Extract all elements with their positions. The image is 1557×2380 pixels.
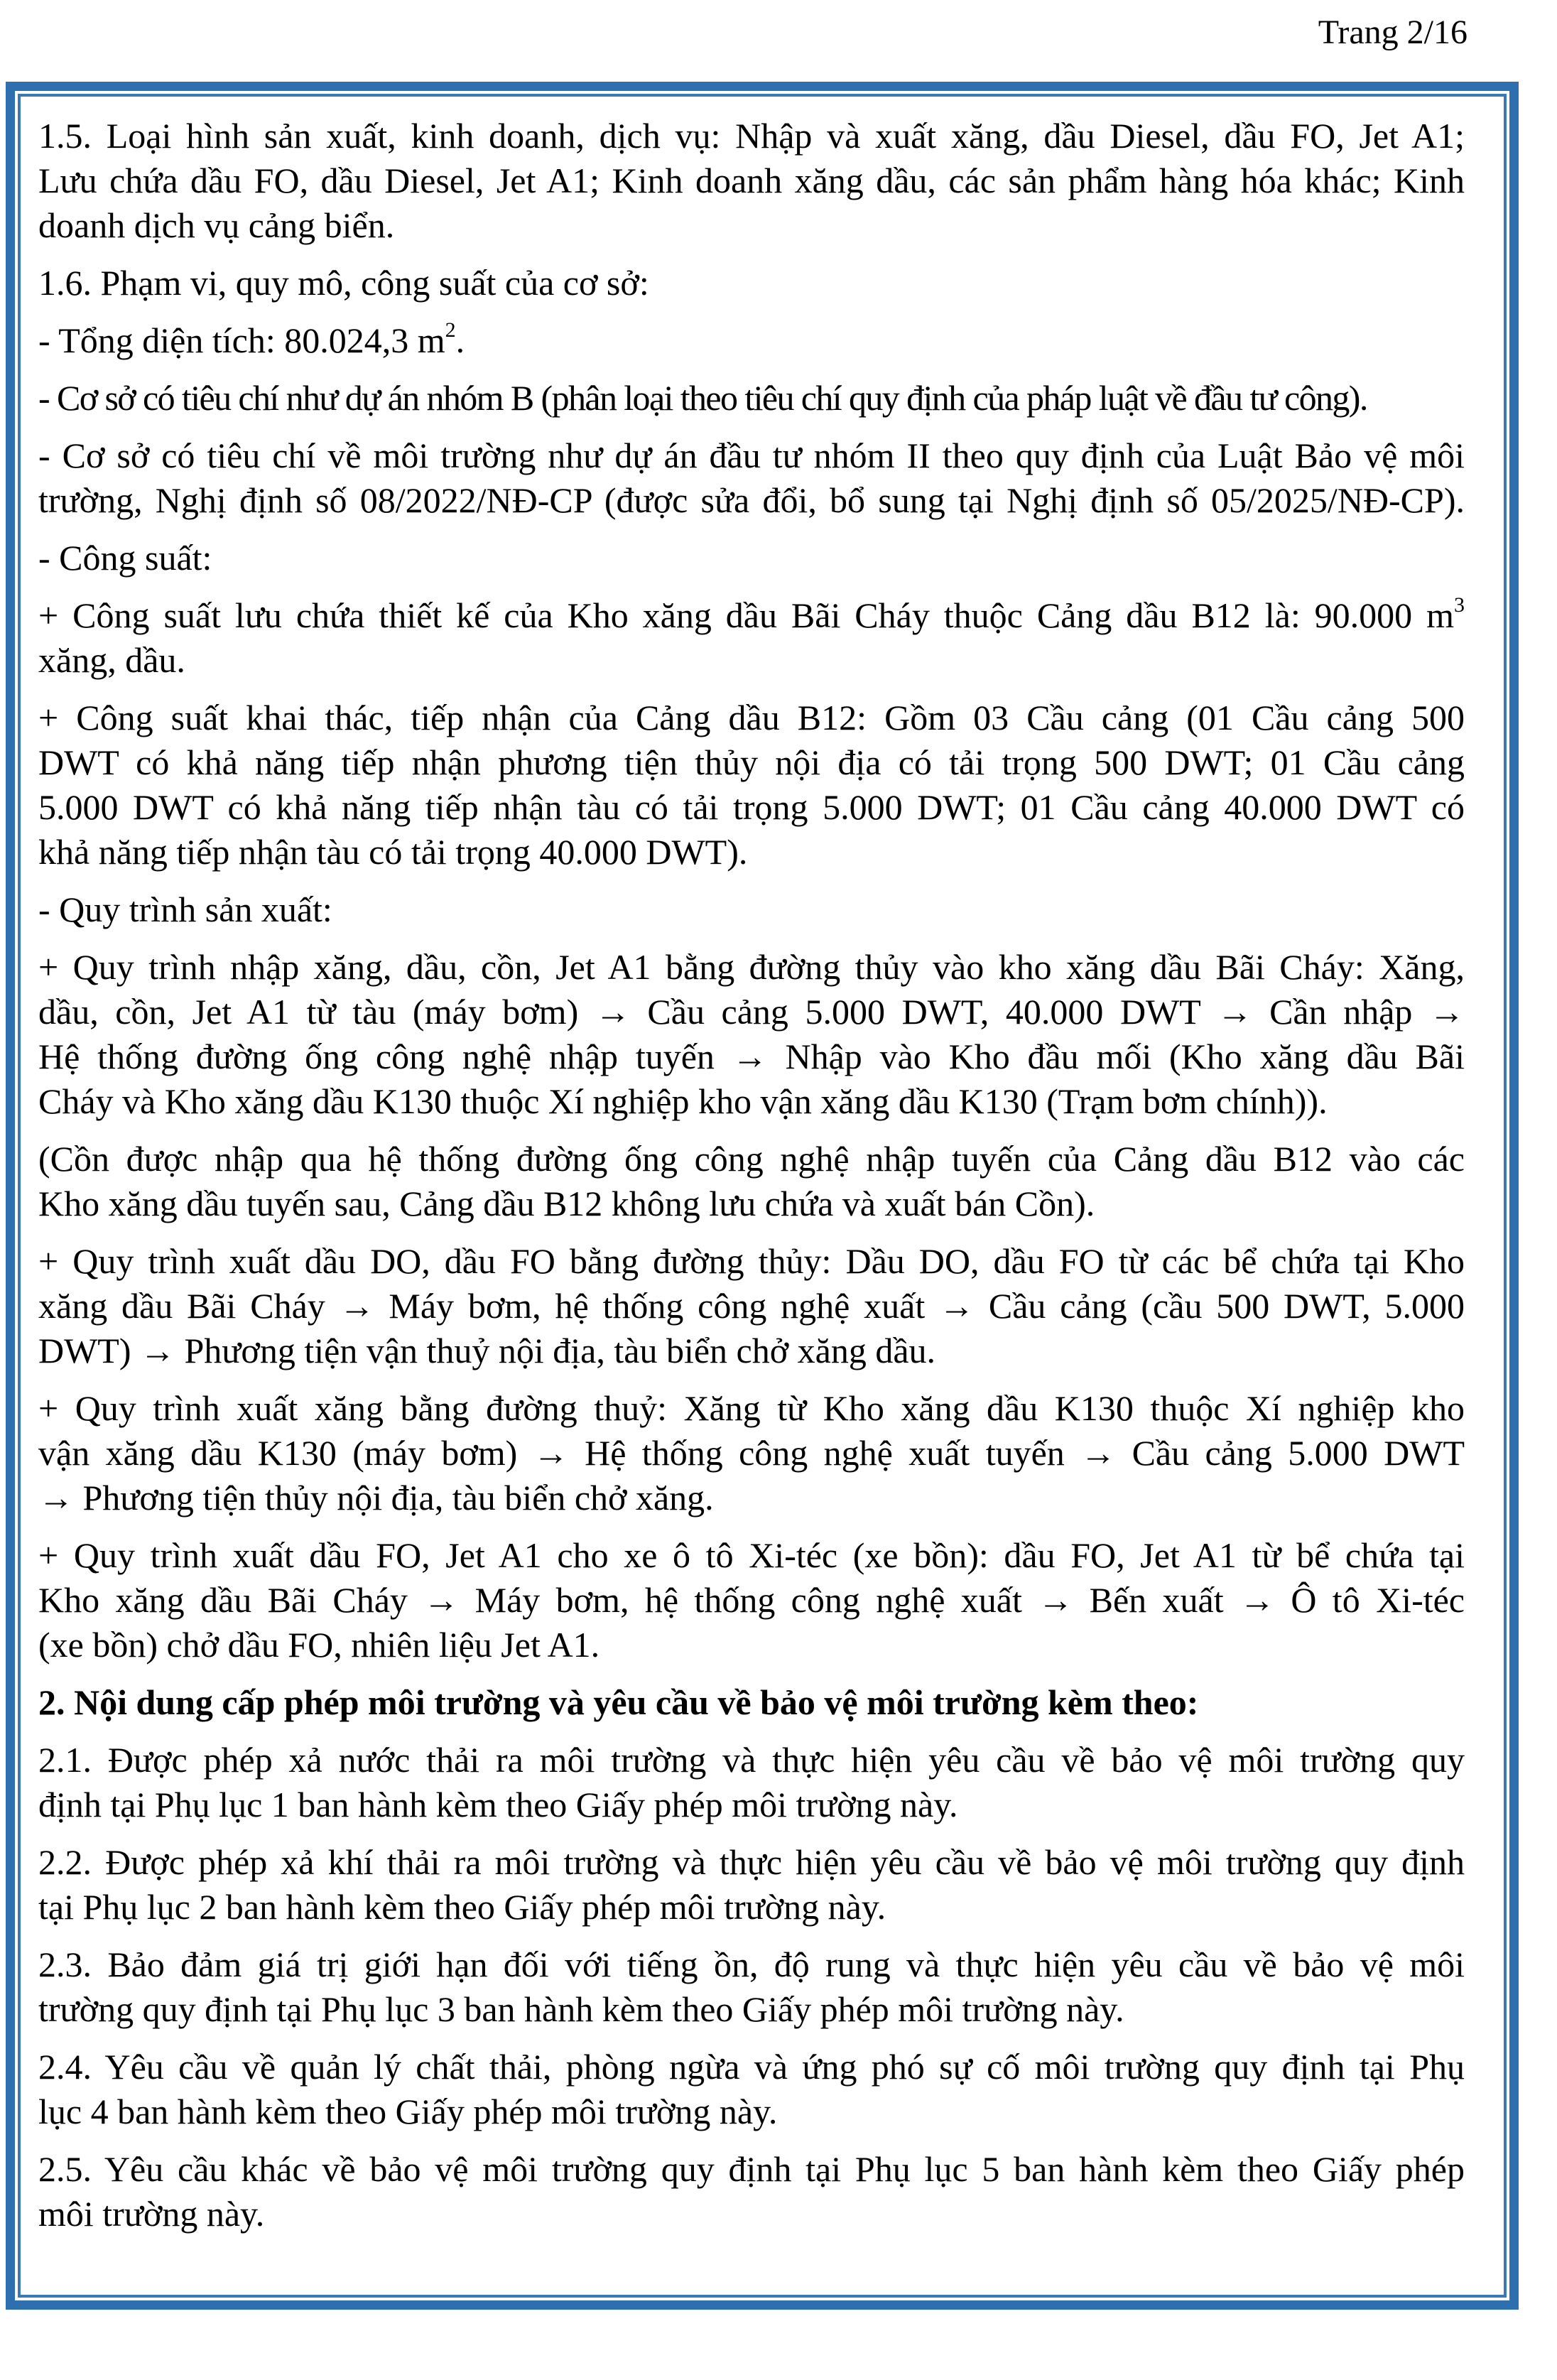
line-text: 2.4. Yêu cầu về quản lý chất thải, phòng ngừa và ứng phó sự cố môi trường quy định tại Phụ (38, 2047, 1465, 2087)
text-line (38, 1840, 1465, 1885)
line-text: (Cồn được nhập qua hệ thống đường ống công nghệ nhập tuyến của Cảng dầu B12 vào các (38, 1139, 1465, 1179)
line-text: định tại Phụ lục 1 ban hành kèm theo Giấy phép môi trường này. (38, 1785, 958, 1824)
text-line (38, 1431, 1465, 1476)
line-tail: . (455, 320, 465, 360)
paragraph (38, 318, 1465, 363)
line-text: + Quy trình nhập xăng, dầu, cồn, Jet A1 bằng đường thủy vào kho xăng dầu Bãi Cháy: Xăng, (38, 947, 1465, 987)
paragraph (38, 1386, 1465, 1520)
text-line (38, 1680, 1465, 1725)
line-text: Lưu chứa dầu FO, dầu Diesel, Jet A1; Kinh doanh xăng dầu, các sản phẩm hàng hóa khác; Kinh (38, 161, 1465, 200)
paragraph (38, 433, 1465, 523)
line-text: 2. Nội dung cấp phép môi trường và yêu cầu về bảo vệ môi trường kèm theo: (38, 1682, 1199, 1722)
line-text: + Quy trình xuất dầu DO, dầu FO bằng đường thủy: Dầu DO, dầu FO từ các bể chứa tại Kho (38, 1241, 1465, 1281)
paragraph (38, 1239, 1465, 1373)
text-line (38, 203, 1465, 248)
text-line (38, 740, 1465, 785)
text-line (38, 593, 1465, 638)
line-text: + Công suất lưu chứa thiết kế của Kho xăng dầu Bãi Cháy thuộc Cảng dầu B12 là: 90.000 m (38, 595, 1454, 635)
line-text: xăng dầu Bãi Cháy → Máy bơm, hệ thống công nghệ xuất → Cầu cảng (cầu 500 DWT, 5.000 (38, 1286, 1465, 1326)
paragraph (38, 1533, 1465, 1667)
text-line (38, 1079, 1465, 1124)
text-line (38, 1533, 1465, 1578)
text-line (38, 261, 1465, 305)
line-text: - Quy trình sản xuất: (38, 889, 332, 929)
line-text: Kho xăng dầu tuyến sau, Cảng dầu B12 không lưu chứa và xuất bán Cồn). (38, 1184, 1095, 1223)
paragraph (38, 536, 1465, 580)
text-line (38, 2192, 1465, 2236)
line-text: - Tổng diện tích: 80.024,3 m (38, 320, 445, 360)
text-line (38, 1578, 1465, 1623)
text-line (38, 1137, 1465, 1181)
paragraph (38, 2147, 1465, 2236)
paragraph (38, 376, 1465, 421)
text-line (38, 887, 1465, 932)
line-text: trường quy định tại Phụ lục 3 ban hành kèm theo Giấy phép môi trường này. (38, 1989, 1124, 2029)
line-text: 5.000 DWT có khả năng tiếp nhận tàu có tải trọng 5.000 DWT; 01 Cầu cảng 40.000 DWT có (38, 787, 1465, 827)
line-text: khả năng tiếp nhận tàu có tải trọng 40.000 DWT). (38, 832, 748, 872)
paragraph (38, 696, 1465, 875)
line-text: 1.5. Loại hình sản xuất, kinh doanh, dịch vụ: Nhập và xuất xăng, dầu Diesel, dầu FO, Jet A1; (38, 116, 1465, 156)
text-line (38, 158, 1465, 203)
line-text: + Công suất khai thác, tiếp nhận của Cảng dầu B12: Gồm 03 Cầu cảng (01 Cầu cảng 500 (38, 698, 1465, 737)
document-body (38, 114, 1465, 2249)
text-line (38, 1284, 1465, 1329)
line-text: 2.5. Yêu cầu khác về bảo vệ môi trường quy định tại Phụ lục 5 ban hành kèm theo Giấy phép (38, 2149, 1465, 2189)
text-line (38, 1987, 1465, 2032)
text-line (38, 1738, 1465, 1783)
text-line (38, 945, 1465, 990)
line-text: 2.2. Được phép xả khí thải ra môi trường và thực hiện yêu cầu về bảo vệ môi trường quy định (38, 1842, 1465, 1882)
text-line (38, 1942, 1465, 1987)
line-text: trường, Nghị định số 08/2022/NĐ-CP (được sửa đổi, bổ sung tại Nghị định số 05/2025/NĐ-CP). (38, 480, 1465, 520)
text-line (38, 785, 1465, 830)
paragraph (38, 1680, 1465, 1725)
text-line (38, 376, 1465, 421)
line-text: tại Phụ lục 2 ban hành kèm theo Giấy phép môi trường này. (38, 1887, 886, 1927)
text-line (38, 1181, 1465, 1226)
line-text: lục 4 ban hành kèm theo Giấy phép môi trường này. (38, 2092, 778, 2131)
text-line (38, 696, 1465, 740)
line-text: xăng, dầu. (38, 640, 185, 680)
text-line (38, 2089, 1465, 2134)
text-line (38, 2147, 1465, 2192)
line-text: 1.6. Phạm vi, quy mô, công suất của cơ sở: (38, 263, 649, 303)
line-text: DWT) → Phương tiện vận thuỷ nội địa, tàu biển chở xăng dầu. (38, 1331, 936, 1370)
text-line (38, 1885, 1465, 1930)
line-text: + Quy trình xuất xăng bằng đường thuỷ: Xăng từ Kho xăng dầu K130 thuộc Xí nghiệp kho (38, 1388, 1465, 1428)
text-line (38, 318, 1465, 363)
text-line (38, 990, 1465, 1034)
line-text: (xe bồn) chở dầu FO, nhiên liệu Jet A1. (38, 1625, 600, 1665)
text-line (38, 2045, 1465, 2089)
paragraph (38, 593, 1465, 683)
page-number: Trang 2/16 (1318, 13, 1468, 51)
text-line (38, 1034, 1465, 1079)
line-text: doanh dịch vụ cảng biển. (38, 205, 395, 245)
text-line (38, 433, 1465, 478)
line-text: Hệ thống đường ống công nghệ nhập tuyến → Nhập vào Kho đầu mối (Kho xăng dầu Bãi (38, 1037, 1465, 1076)
line-text: - Cơ sở có tiêu chí về môi trường như dự án đầu tư nhóm II theo quy định của Luật Bảo vệ môi (38, 436, 1465, 475)
paragraph (38, 1137, 1465, 1226)
line-text: môi trường này. (38, 2194, 265, 2234)
text-line (38, 1329, 1465, 1373)
line-text: - Công suất: (38, 538, 212, 578)
text-line (38, 638, 1465, 683)
paragraph (38, 1942, 1465, 2032)
text-line (38, 478, 1465, 523)
line-text: + Quy trình xuất dầu FO, Jet A1 cho xe ô tô Xi-téc (xe bồn): dầu FO, Jet A1 từ bể chứa tại (38, 1535, 1465, 1575)
superscript: 2 (445, 318, 456, 342)
paragraph (38, 945, 1465, 1124)
text-line (38, 536, 1465, 580)
line-text: DWT có khả năng tiếp nhận phương tiện thủy nội địa có tải trọng 500 DWT; 01 Cầu cảng (38, 742, 1465, 782)
text-line (38, 1239, 1465, 1284)
line-text: 2.1. Được phép xả nước thải ra môi trường và thực hiện yêu cầu về bảo vệ môi trường quy (38, 1740, 1465, 1780)
line-text: Kho xăng dầu Bãi Cháy → Máy bơm, hệ thống công nghệ xuất → Bến xuất → Ô tô Xi-téc (38, 1580, 1465, 1620)
text-line (38, 1783, 1465, 1827)
line-text: vận xăng dầu K130 (máy bơm) → Hệ thống công nghệ xuất tuyến → Cầu cảng 5.000 DWT (38, 1433, 1465, 1473)
line-text: 2.3. Bảo đảm giá trị giới hạn đối với tiếng ồn, độ rung và thực hiện yêu cầu về bảo vệ môi (38, 1944, 1465, 1984)
text-line (38, 1476, 1465, 1520)
text-line (38, 1386, 1465, 1431)
line-text: Cháy và Kho xăng dầu K130 thuộc Xí nghiệp kho vận xăng dầu K130 (Trạm bơm chính)). (38, 1081, 1328, 1121)
line-text: dầu, cồn, Jet A1 từ tàu (máy bơm) → Cầu cảng 5.000 DWT, 40.000 DWT → Cần nhập → (38, 992, 1465, 1032)
line-text: → Phương tiện thủy nội địa, tàu biển chở xăng. (38, 1478, 714, 1518)
paragraph (38, 261, 1465, 305)
paragraph (38, 887, 1465, 932)
text-line (38, 830, 1465, 875)
paragraph (38, 114, 1465, 248)
superscript: 3 (1454, 593, 1465, 617)
paragraph (38, 2045, 1465, 2134)
paragraph (38, 1738, 1465, 1827)
text-line (38, 1623, 1465, 1667)
paragraph (38, 1840, 1465, 1930)
line-text: - Cơ sở có tiêu chí như dự án nhóm B (phân loại theo tiêu chí quy định của pháp luật về đầu tư công). (38, 378, 1367, 418)
text-line (38, 114, 1465, 158)
